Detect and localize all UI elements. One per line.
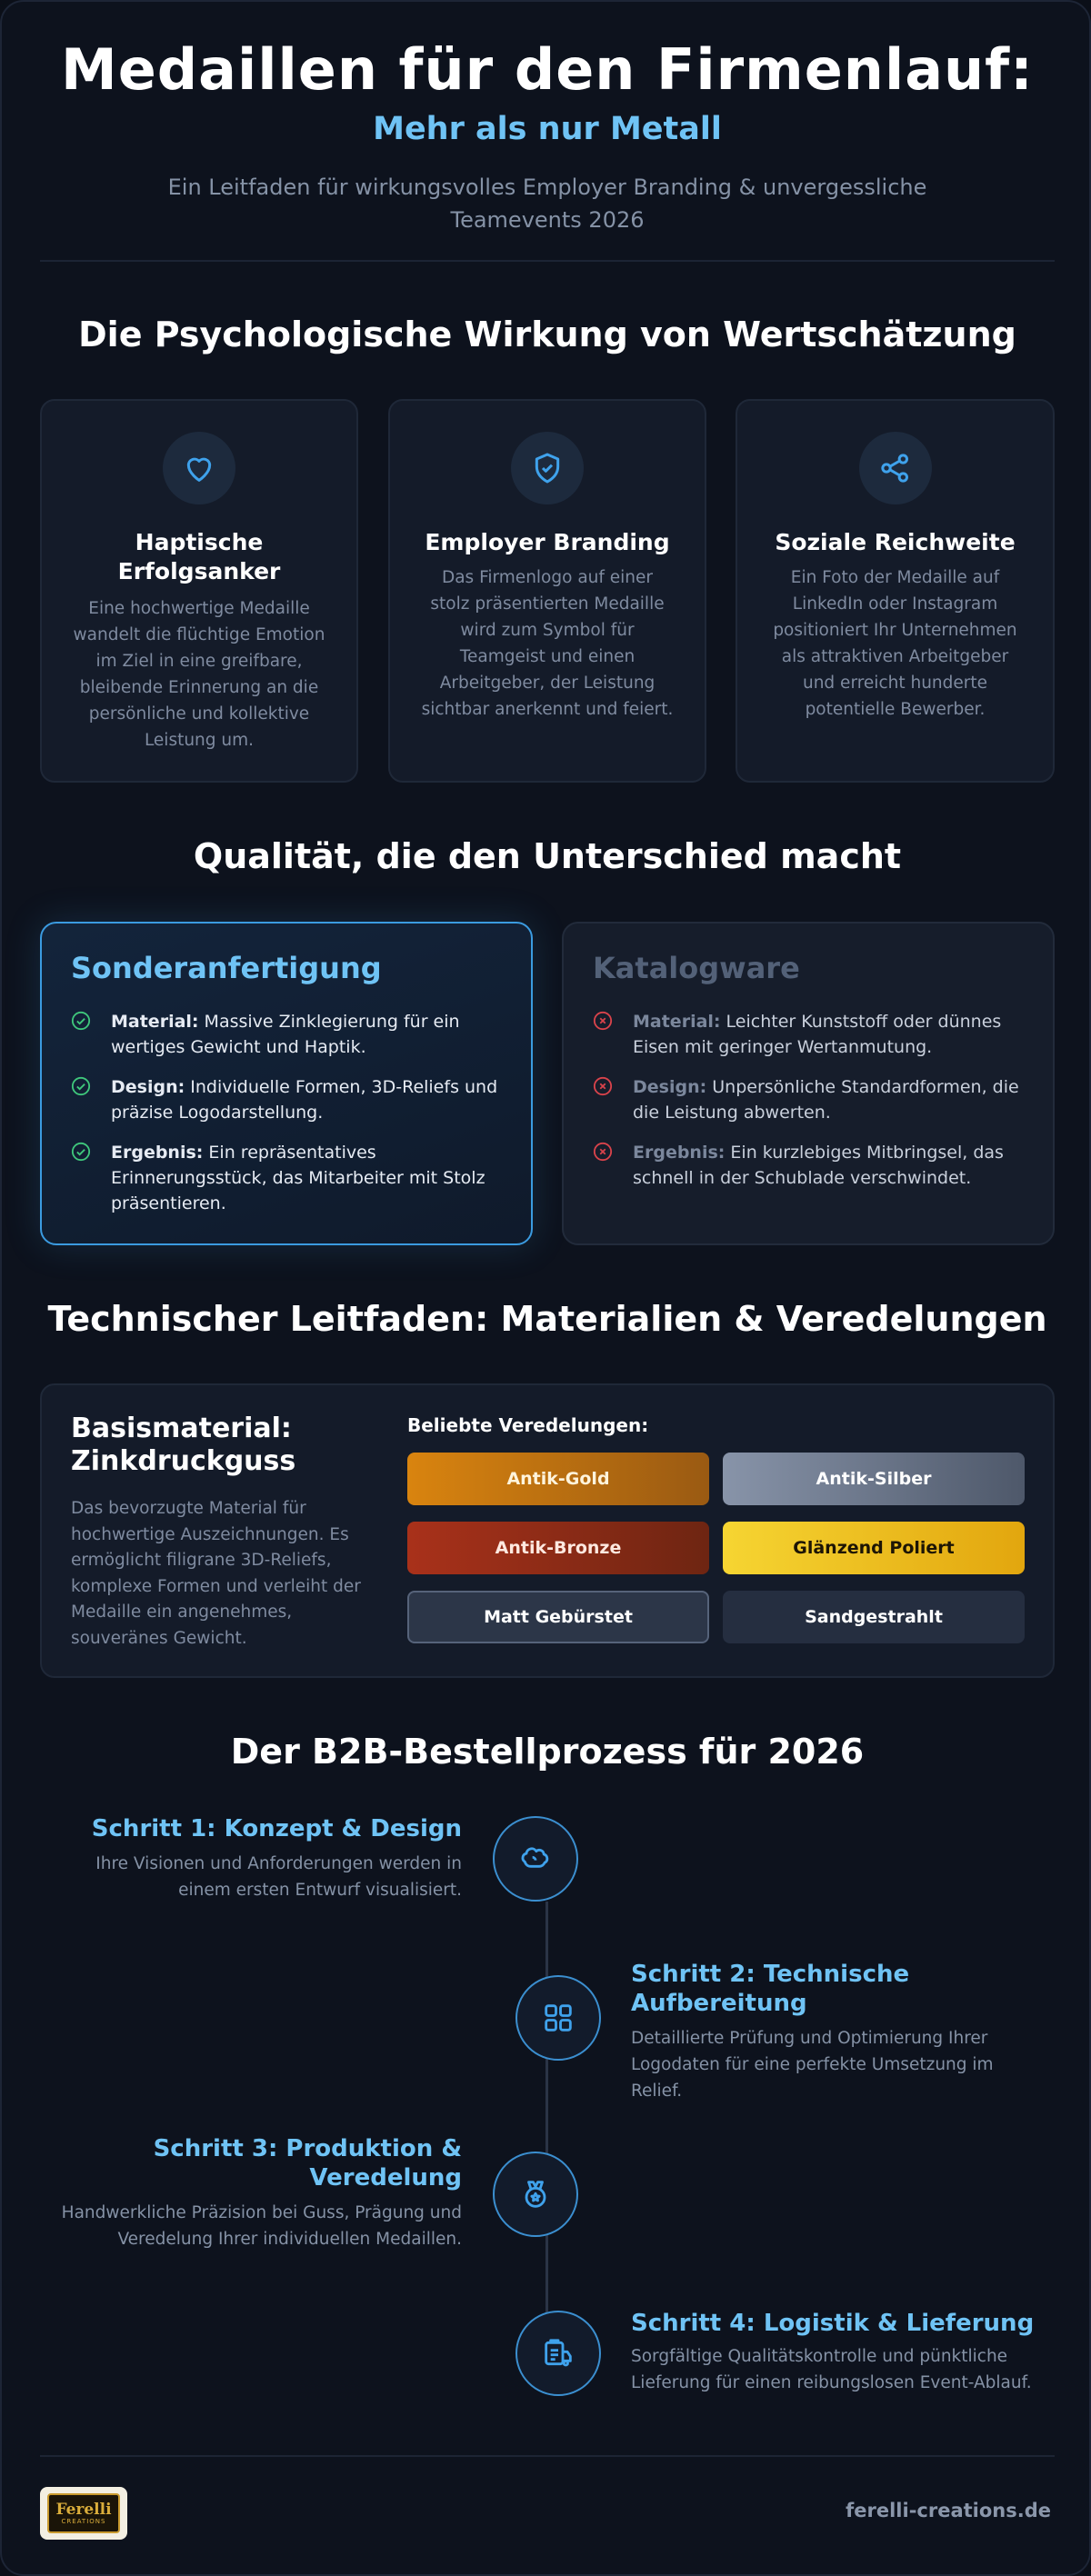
check-icon (71, 1011, 91, 1031)
psychology-title: Die Psychologische Wirkung von Wertschätzung (78, 315, 1016, 354)
card-employer-branding (388, 399, 706, 783)
footer-url[interactable]: ferelli-creations.de (846, 2500, 1051, 2521)
card-title: Soziale Reichweite (775, 529, 1016, 555)
item-text: Massive Zinklegierung für ein wertiges Gewicht und Haptik. (111, 1012, 460, 1057)
page-subtitle: Mehr als nur Metall (373, 111, 722, 147)
finish-brushed: Matt Gebürstet (407, 1591, 709, 1643)
item-label: Ergebnis: (111, 1143, 204, 1163)
card-text: Ein Foto der Medaille auf LinkedIn oder Instagram positioniert Ihr Unternehmen als attraktiven Arbeitgeber und erreicht hunderte potentielle Bewerber. (773, 568, 1017, 719)
step-3-text: Handwerkliche Präzision bei Guss, Prägung und Veredelung Ihrer individuellen Medaillen. (61, 2203, 462, 2249)
card-title: Haptische Erfolgsanker (117, 529, 281, 584)
item-text: Ein repräsentatives Erinnerungsstück, das Mitarbeiter mit Stolz präsentieren. (111, 1143, 485, 1213)
custom-item (71, 1009, 504, 1060)
technical-card (40, 1383, 1055, 1678)
item-label: Design: (633, 1077, 707, 1097)
custom-made-title: Sonderanfertigung (71, 951, 382, 985)
custom-item (71, 1140, 504, 1216)
technical-title: Technischer Leitfaden: Materialien & Veredelungen (47, 1299, 1047, 1339)
item-text: Leichter Kunststoff oder dünnes Eisen mit geringer Wertanmutung. (633, 1012, 1002, 1057)
footer-divider (40, 2455, 1055, 2457)
catalog-title: Katalogware (593, 951, 800, 985)
cross-icon (593, 1076, 613, 1096)
page-lead: Ein Leitfaden für wirkungsvolles Employer Branding & unvergessliche Teamevents 2026 (167, 175, 927, 233)
ferelli-logo (40, 2487, 127, 2540)
shield-check-icon (511, 432, 584, 504)
catalog-box (562, 922, 1055, 1245)
finish-antique-silver: Antik-Silber (723, 1453, 1025, 1505)
cross-icon (593, 1011, 613, 1031)
step-4-text: Sorgfältige Qualitätskontrolle und pünktliche Lieferung für einen reibungslosen Event-Ablauf. (631, 2347, 1032, 2392)
medal-icon (493, 2152, 578, 2237)
brain-icon (493, 1816, 578, 1902)
item-label: Ergebnis: (633, 1143, 726, 1163)
step-1-title: Schritt 1: Konzept & Design (91, 1815, 462, 1842)
step-1-text: Ihre Visionen und Anforderungen werden in einem ersten Entwurf visualisiert. (95, 1854, 462, 1900)
card-social-reach (736, 399, 1055, 783)
cross-icon (593, 1142, 613, 1162)
custom-made-box (40, 922, 533, 1245)
catalog-item (593, 1009, 1026, 1060)
quality-title: Qualität, die den Unterschied macht (193, 836, 902, 876)
heart-icon (163, 432, 235, 504)
logo-wordmark: Ferelli (55, 2501, 112, 2519)
item-text: Ein kurzlebiges Mitbringsel, das schnell in der Schublade verschwindet. (633, 1143, 1004, 1188)
check-icon (71, 1076, 91, 1096)
card-title: Employer Branding (425, 529, 670, 555)
step-2-title: Schritt 2: Technische Aufbereitung (631, 1961, 910, 2017)
process-title: Der B2B-Bestellprozess für 2026 (230, 1732, 865, 1772)
share-icon (859, 432, 932, 504)
logo-subtext: CREATIONS (61, 2518, 106, 2525)
finish-antique-gold: Antik-Gold (407, 1453, 709, 1505)
item-text: Unpersönliche Standardformen, die die Leistung abwerten. (633, 1077, 1019, 1123)
catalog-item (593, 1074, 1026, 1125)
item-text: Individuelle Formen, 3D-Reliefs und präzise Logodarstellung. (111, 1077, 498, 1123)
card-haptic (40, 399, 358, 783)
item-label: Design: (111, 1077, 185, 1097)
page-title: Medaillen für den Firmenlauf: (61, 36, 1034, 103)
timeline-line (546, 1902, 548, 2356)
item-label: Material: (111, 1012, 199, 1032)
custom-item (71, 1074, 504, 1125)
header-divider (40, 260, 1055, 262)
step-4-title: Schritt 4: Logistik & Lieferung (631, 2310, 1035, 2337)
catalog-item (593, 1140, 1026, 1191)
grid-icon (515, 1975, 601, 2061)
check-icon (71, 1142, 91, 1162)
finish-antique-bronze: Antik-Bronze (407, 1522, 709, 1574)
card-text: Das Firmenlogo auf einer stolz präsentierten Medaille wird zum Symbol für Teamgeist und einen Arbeitgeber, der Leistung sichtbar anerkennt und feiert. (421, 568, 674, 719)
finish-polished: Glänzend Poliert (723, 1522, 1025, 1574)
step-3-title: Schritt 3: Produktion & Veredelung (153, 2135, 462, 2192)
base-material-text: Das bevorzugte Material für hochwertige Auszeichnungen. Es ermöglicht filigrane 3D-Reliefs, komplexe Formen und verleiht der Medaille ein angenehmes, souveränes Gewicht. (71, 1499, 361, 1648)
finish-sandblasted: Sandgestrahlt (723, 1591, 1025, 1643)
finishes-title: Beliebte Veredelungen: (407, 1414, 649, 1436)
step-2-text: Detaillierte Prüfung und Optimierung Ihrer Logodaten für eine perfekte Umsetzung im Relief. (631, 2029, 994, 2101)
item-label: Material: (633, 1012, 721, 1032)
base-material-title: Basismaterial: Zinkdruckguss (71, 1413, 296, 1477)
delivery-icon (515, 2311, 601, 2396)
card-text: Eine hochwertige Medaille wandelt die flüchtige Emotion im Ziel in eine greifbare, bleibende Erinnerung an die persönliche und kollektive Leistung um. (73, 599, 325, 750)
